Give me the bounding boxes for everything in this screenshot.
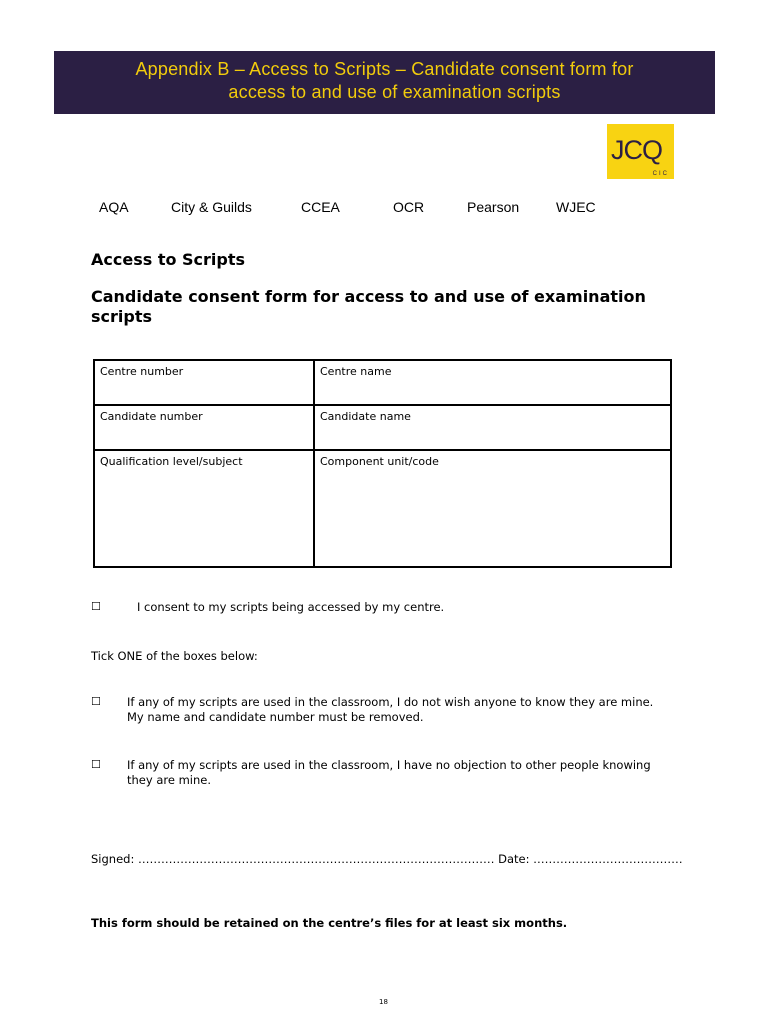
consent-checkbox[interactable]: ☐	[91, 600, 101, 613]
field-label: Component unit/code	[320, 455, 439, 468]
table-row	[94, 360, 671, 405]
tick-instruction: Tick ONE of the boxes below:	[91, 649, 258, 663]
candidate-number-field[interactable]	[94, 405, 314, 450]
retention-note: This form should be retained on the centre’s files for at least six months.	[91, 916, 568, 930]
title-line-2: access to and use of examination scripts	[228, 82, 561, 102]
field-label: Qualification level/subject	[100, 455, 243, 468]
field-label: Candidate number	[100, 410, 203, 423]
centre-number-field[interactable]	[94, 360, 314, 405]
logo-subtext: CIC	[652, 171, 669, 177]
awarding-body-wjec: WJEC	[556, 199, 596, 215]
centre-name-field[interactable]	[314, 360, 671, 405]
title-line-1: Appendix B – Access to Scripts – Candidate consent form for	[135, 59, 634, 79]
signature-date-line[interactable]: Signed: ………………………………………………………………………………… Date: …………………………………	[91, 852, 683, 866]
awarding-body-city-guilds: City & Guilds	[171, 199, 252, 215]
logo-text: JCQ	[611, 135, 662, 165]
option-hide-identity-text	[127, 695, 653, 725]
awarding-body-ccea: CCEA	[301, 199, 340, 215]
qualification-field[interactable]	[94, 450, 314, 567]
field-label: Candidate name	[320, 410, 411, 423]
option-line: My name and candidate number must be removed.	[127, 710, 424, 724]
candidate-name-field[interactable]	[314, 405, 671, 450]
awarding-body-ocr: OCR	[393, 199, 425, 215]
option-line: they are mine.	[127, 773, 212, 787]
table-row	[94, 405, 671, 450]
title-banner	[54, 51, 715, 114]
page-number: 18	[379, 998, 388, 1006]
option-line: If any of my scripts are used in the classroom, I have no objection to other people knowing	[127, 758, 651, 772]
section-heading: Access to Scripts	[91, 250, 246, 269]
option-no-objection-checkbox[interactable]: ☐	[91, 758, 101, 771]
form-title: Candidate consent form for access to and use of examination scripts	[91, 287, 646, 326]
consent-text: I consent to my scripts being accessed by my centre.	[137, 600, 445, 614]
field-label: Centre name	[320, 365, 392, 378]
awarding-body-pearson: Pearson	[467, 199, 520, 215]
option-line: If any of my scripts are used in the classroom, I do not wish anyone to know they are mine.	[127, 695, 654, 709]
table-row	[94, 450, 671, 567]
jcq-logo	[607, 124, 674, 179]
field-label: Centre number	[100, 365, 184, 378]
option-no-objection-text	[127, 758, 651, 788]
awarding-body-aqa: AQA	[99, 199, 129, 215]
candidate-details-table	[93, 359, 672, 568]
option-hide-identity-checkbox[interactable]: ☐	[91, 695, 101, 708]
component-field[interactable]	[314, 450, 671, 567]
